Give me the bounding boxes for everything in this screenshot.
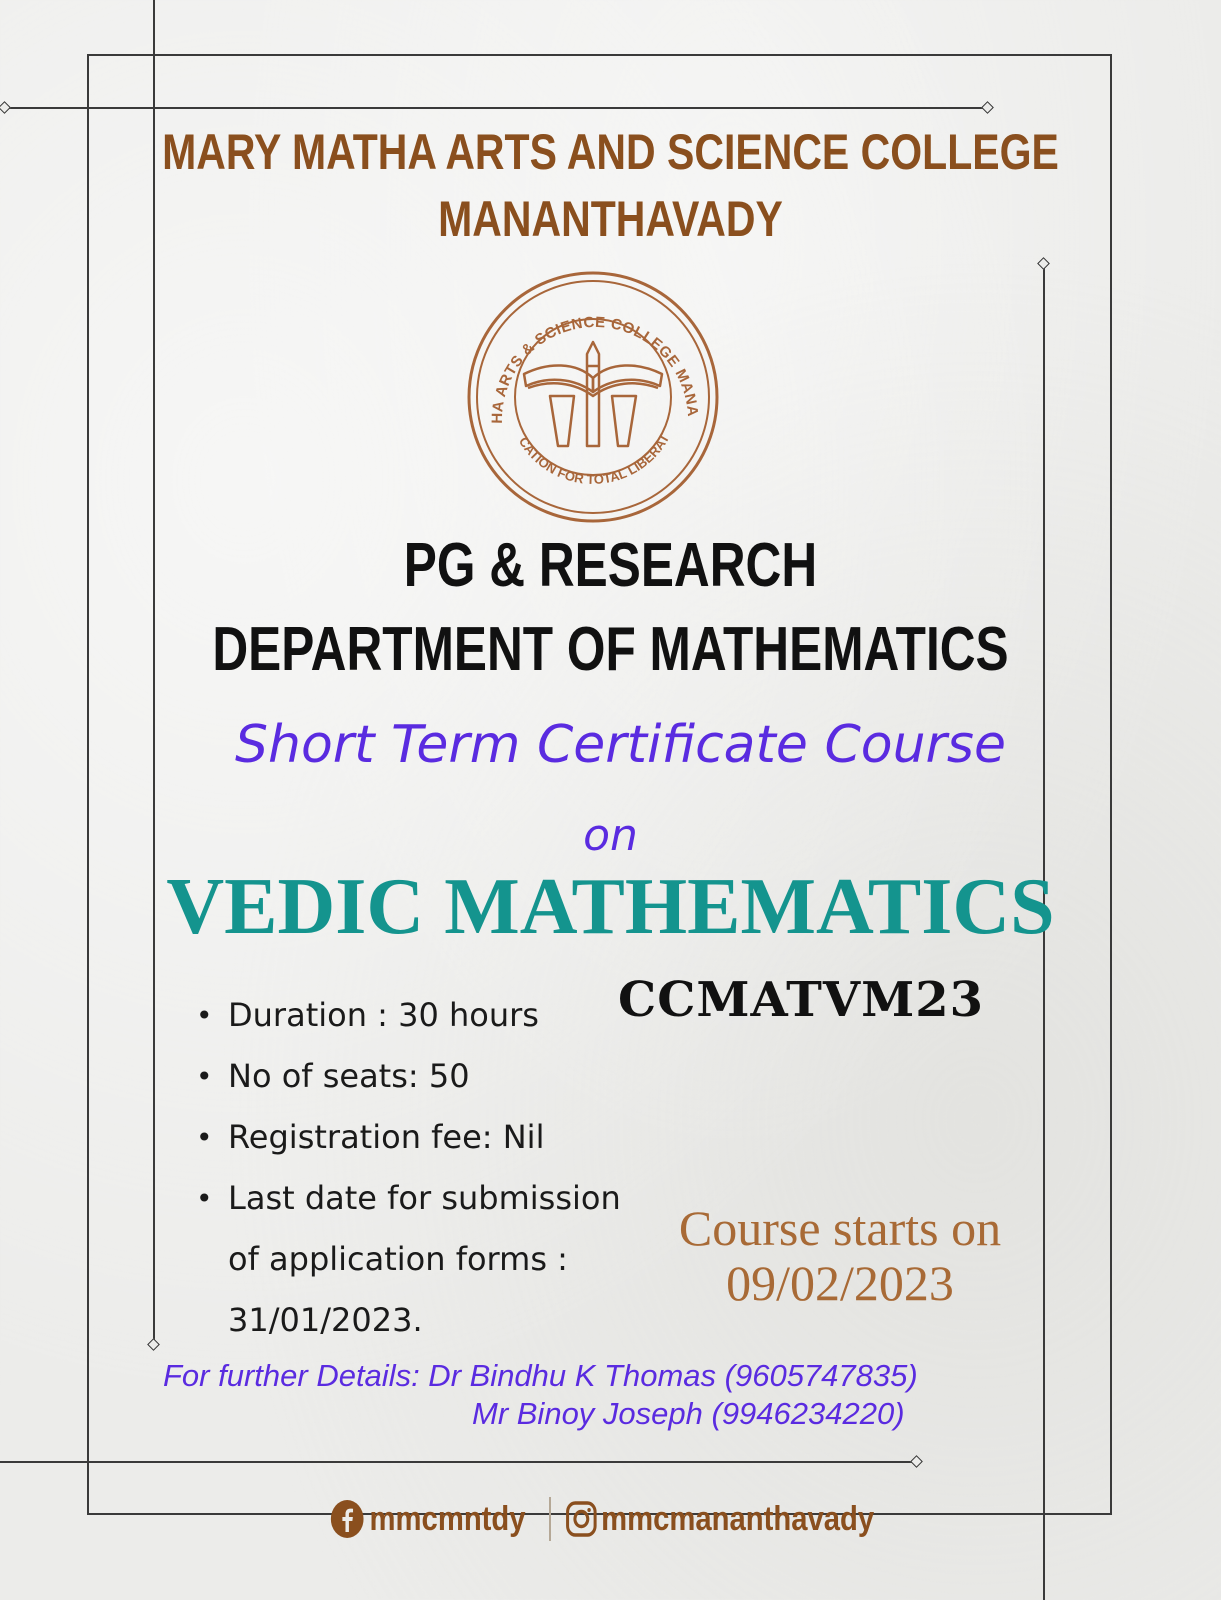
frame-line-top-inner [4,107,988,109]
frame-outer-left [87,54,89,1515]
facebook-link[interactable] [330,1497,526,1541]
course-details-list [196,985,621,1351]
course-start-date: 09/02/2023 [726,1255,954,1311]
detail-duration: • Duration : 30 hours [196,996,539,1034]
frame-dot [147,1338,160,1351]
frame-line-bottom-inner [0,1461,916,1463]
facebook-handle: mmcmntdy [369,1499,526,1538]
svg-text:EDUCATION FOR TOTAL LIBERATION: CATION FOR TOTAL LIBERAT [515,431,673,488]
course-name: VEDIC MATHEMATICS [166,863,1055,951]
frame-dot [1037,257,1050,270]
contact-line1: For further Details: Dr Bindhu K Thomas (9605747835) [163,1358,918,1393]
department-line1: PG & RESEARCH [403,531,818,600]
social-divider [549,1497,551,1541]
course-code: CCMATVM23 [618,972,985,1028]
frame-outer-right [1110,54,1112,1515]
detail-seats: • No of seats: 50 [196,1057,470,1095]
frame-dot [910,1455,923,1468]
frame-outer-top [87,54,1112,56]
instagram-handle: mmcmananthavady [601,1499,875,1538]
course-type: Short Term Certificate Course [235,715,1006,775]
facebook-icon [330,1499,364,1539]
college-name-line1: MARY MATHA ARTS AND SCIENCE COLLEGE [162,124,1059,180]
college-logo [466,270,720,524]
svg-text:MARYMATHA ARTS & SCIENCE COLLE: HA ARTS & SCIENCE COLLEGE MANA [488,313,702,424]
detail-last-date: • Last date for submission [196,1179,621,1217]
instagram-icon [565,1500,598,1538]
course-on: on [583,810,638,861]
frame-dot [981,101,994,114]
detail-last-date-value: 31/01/2023. [228,1301,423,1339]
detail-last-date-cont: of application forms : [228,1240,568,1278]
frame-dot [0,101,11,114]
instagram-link[interactable] [565,1497,874,1541]
detail-fee: • Registration fee: Nil [196,1118,545,1156]
department-line2: DEPARTMENT OF MATHEMATICS [212,615,1009,684]
college-seal-icon [466,270,720,524]
course-start-label: Course starts on [678,1200,1002,1256]
college-name-line2: MANANTHAVADY [438,191,783,247]
contact-line2: Mr Binoy Joseph (9946234220) [472,1396,905,1431]
